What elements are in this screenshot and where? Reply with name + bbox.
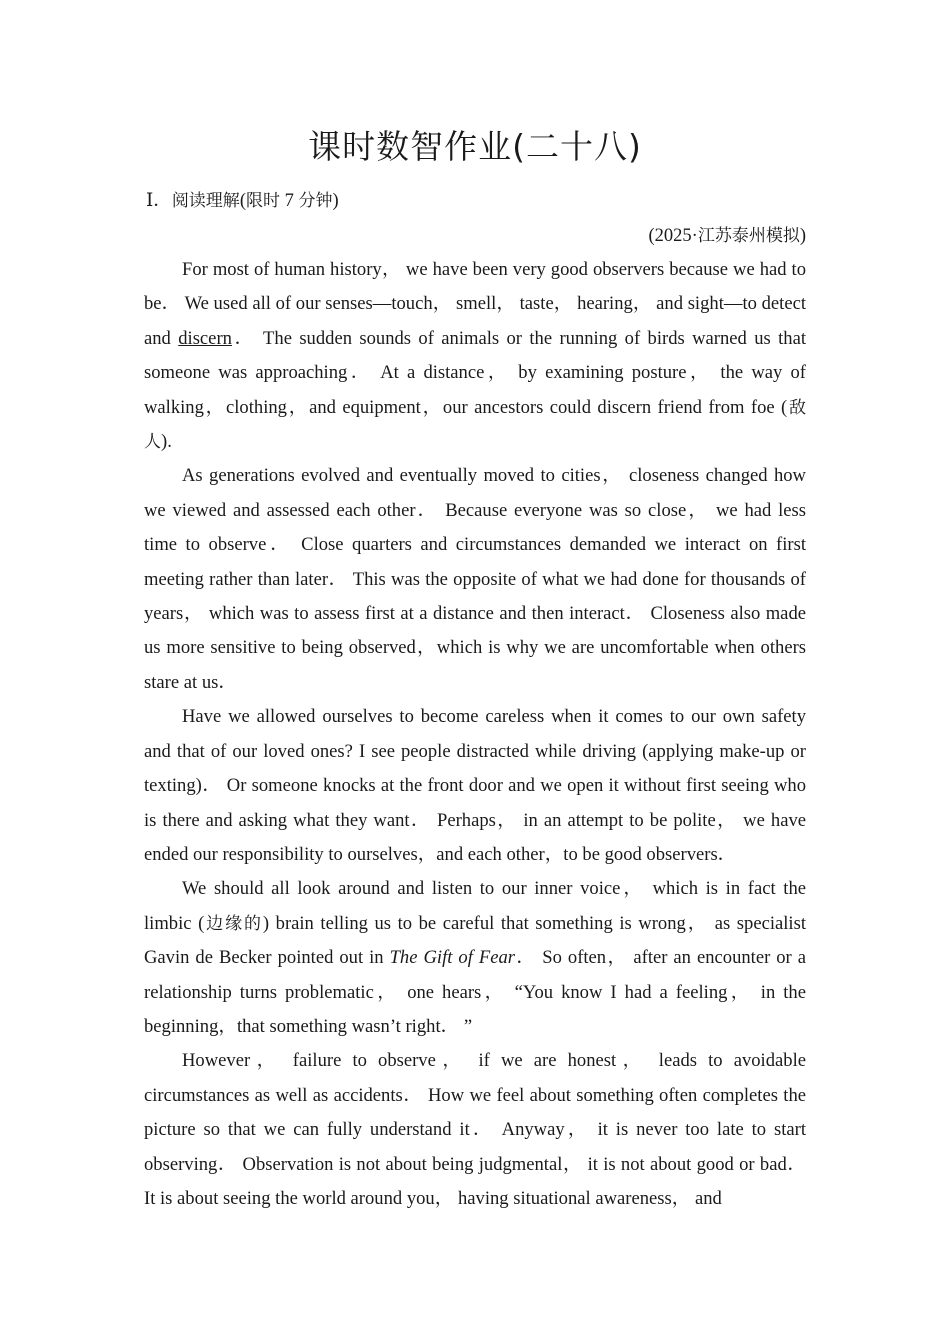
paragraph-3: Have we allowed ourselves to become careless when it comes to our own safety and that of our loved ones? I see people distracted while driving (applying make-up or texting)． Or someone knocks at the front door and we open it without first seeing who is there and asking what they want． Perhaps， in an attempt to be polite， we have ended our responsibility to ourselves，and each other，to be good observers．	[144, 706, 806, 865]
paragraph-5: However， failure to observe， if we are honest， leads to avoidable circumstances as well as accidents． How we feel about something often completes the picture so that we can fully understand it． Anyway， it is never too late to start observing． Observation is not about being judgmental， it is not about good or bad． It is about seeing the world around you， having situational awareness， and	[144, 1050, 806, 1209]
paragraph-4: We should all look around and listen to our inner voice， which is in fact the limbic (边缘的) brain telling us to be careful that something is wrong， as specialist Gavin de Becker pointed out in The Gift of Fear． So often， after an encounter or a relationship turns problematic， one hears， “You know I had a feeling， in the beginning，that something wasn’t right． ”	[144, 878, 806, 1037]
underlined-word: discern	[178, 327, 232, 349]
time-limit-label: 限时	[245, 191, 280, 211]
page-title: 课时数智作业(二十八)	[308, 127, 642, 166]
source-citation: (2025·江苏泰州模拟)	[648, 226, 806, 246]
section-numeral: Ⅰ．	[146, 191, 172, 211]
paragraph-2: As generations evolved and eventually moved to cities， closeness changed how we viewed and assessed each other． Because everyone was so close， we had less time to observe． Close quarters and circumstances demanded we interact on first meeting rather than later． This was the opposite of what we had done for thousands of years， which was to assess first at a distance and then interact． Closeness also made us more sensitive to being observed，which is why we are uncomfortable when others stare at us．	[144, 465, 806, 693]
paragraph-1: For most of human history， we have been very good observers because we had to be． We used all of our senses—touch， smell， taste， hearing， and sight—to detect and discern． The sudden sounds of animals or the running of birds warned us that someone was approaching． At a distance， by examining posture， the way of walking，clothing，and equipment，our ancestors could discern friend from foe (敌人).	[144, 259, 807, 453]
section-heading-text: 阅读理解	[171, 191, 240, 211]
section-heading: Ⅰ．阅读理解(限时 7 分钟)	[146, 191, 339, 211]
source-place: 江苏泰州模拟	[697, 226, 800, 246]
passage-body	[144, 253, 806, 1216]
time-limit-value: 7	[279, 191, 299, 211]
book-title: The Gift of Fear	[389, 947, 515, 969]
